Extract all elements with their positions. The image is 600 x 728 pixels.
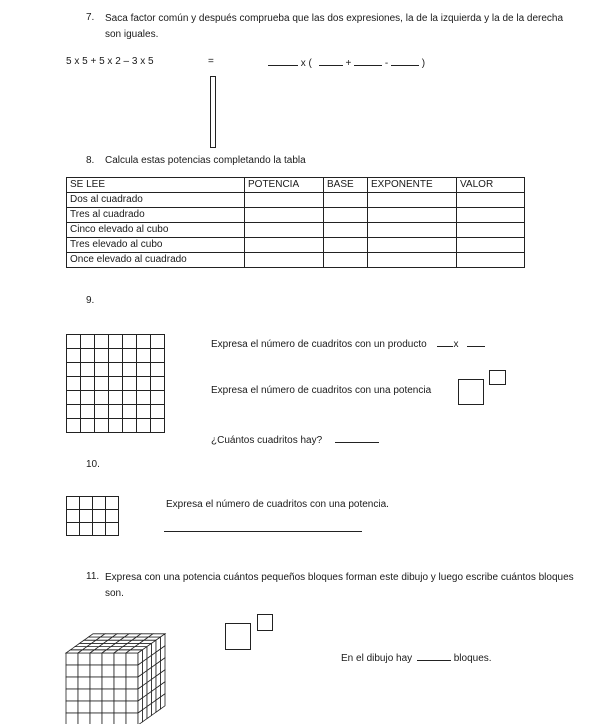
cube-front-block (78, 713, 90, 724)
grid-square (80, 523, 93, 536)
q7-answer-box[interactable] (210, 76, 216, 148)
grid-square (67, 335, 81, 349)
grid-square (123, 405, 137, 419)
grid-square (106, 510, 119, 523)
base-cell[interactable] (324, 208, 368, 223)
term1-blank[interactable] (319, 56, 343, 66)
q9-product-text: Expresa el número de cuadritos con un producto (211, 339, 427, 350)
cube-side-block (152, 700, 157, 715)
exponente-cell[interactable] (368, 193, 457, 208)
q11-answer-suffix: bloques. (453, 653, 492, 664)
header-valor: VALOR (457, 178, 525, 193)
header-base: BASE (324, 178, 368, 193)
q10-square-grid (66, 496, 120, 541)
grid-square (95, 377, 109, 391)
grid-square (67, 349, 81, 363)
cube-front-block (90, 665, 102, 677)
cube-front-block (78, 653, 90, 665)
grid-square (106, 497, 119, 510)
q9-count-text: ¿Cuántos cuadritos hay? (211, 435, 323, 446)
q9-exponent-box[interactable] (489, 370, 506, 385)
valor-cell[interactable] (457, 193, 525, 208)
q9-square-grid (66, 334, 166, 439)
grid-square (81, 349, 95, 363)
grid-square (137, 419, 151, 433)
cube-front-block (90, 689, 102, 701)
grid-square (93, 523, 106, 536)
q11-answer-line (341, 651, 492, 664)
grid-square (137, 391, 151, 405)
grid-square (151, 391, 165, 405)
row-label: Dos al cuadrado (67, 193, 245, 208)
cube-front-block (126, 665, 138, 677)
count-blank[interactable] (335, 433, 379, 443)
cube-front-block (102, 665, 114, 677)
term3-blank[interactable] (391, 56, 419, 66)
grid-square (95, 349, 109, 363)
potencia-cell[interactable] (245, 253, 324, 268)
cube-front-block (114, 677, 126, 689)
grid-square (151, 335, 165, 349)
grid-square (123, 419, 137, 433)
exponente-cell[interactable] (368, 238, 457, 253)
grid-square (81, 377, 95, 391)
grid-square (123, 391, 137, 405)
cube-front-block (90, 677, 102, 689)
grid-square (109, 363, 123, 377)
potencia-cell[interactable] (245, 223, 324, 238)
grid-square (137, 377, 151, 391)
grid-square (137, 335, 151, 349)
grid-square (81, 363, 95, 377)
cube-front-block (102, 689, 114, 701)
cube-front-block (126, 689, 138, 701)
grid-square (95, 363, 109, 377)
cube-front-block (90, 713, 102, 724)
cube-front-block (114, 713, 126, 724)
valor-cell[interactable] (457, 223, 525, 238)
q10-instructions: Expresa el número de cuadritos con una potencia. (166, 499, 389, 510)
grid-square (67, 405, 81, 419)
q7-plus: + (345, 58, 352, 69)
q7-instructions: Saca factor común y después comprueba que las dos expresiones, la de la izquierda y la de la derecha son iguales. (105, 13, 564, 40)
grid-square (151, 405, 165, 419)
grid-square (109, 335, 123, 349)
valor-cell[interactable] (457, 253, 525, 268)
grid-square (81, 335, 95, 349)
grid-square (109, 377, 123, 391)
cube-front-block (78, 665, 90, 677)
blocks-count-blank[interactable] (417, 651, 451, 661)
cube-front-block (114, 665, 126, 677)
grid-square (151, 363, 165, 377)
q9-product-line (211, 337, 485, 350)
grid-square (67, 497, 80, 510)
cube-front-block (126, 701, 138, 713)
grid-square (95, 335, 109, 349)
q7-number: 7. (86, 12, 95, 23)
exponente-cell[interactable] (368, 253, 457, 268)
q10-number: 10. (86, 459, 100, 470)
table-row (67, 193, 525, 208)
q7-minus: - (384, 58, 389, 69)
q11-answer-prefix: En el dibujo hay (341, 653, 413, 664)
cube-front-block (66, 701, 78, 713)
grid-square (151, 377, 165, 391)
cube-side-block (147, 703, 152, 718)
cube-front-block (114, 653, 126, 665)
cube-front-block (114, 689, 126, 701)
grid-square (93, 510, 106, 523)
q11-base-box[interactable] (225, 623, 251, 650)
cube-front-block (78, 689, 90, 701)
q11-number: 11. (86, 571, 100, 582)
base-cell[interactable] (324, 193, 368, 208)
cube-front-block (66, 665, 78, 677)
grid-square (109, 419, 123, 433)
powers-table (66, 177, 525, 268)
base-cell[interactable] (324, 253, 368, 268)
q7-factored-expression (268, 56, 425, 69)
header-se-lee: SE LEE (67, 178, 245, 193)
grid-square (67, 523, 80, 536)
grid-square (67, 419, 81, 433)
table-row (67, 253, 525, 268)
grid-square (81, 419, 95, 433)
grid-square (67, 363, 81, 377)
cube-side-block (143, 707, 148, 722)
q11-block-cube (63, 622, 168, 724)
grid-square (151, 419, 165, 433)
grid-square (137, 349, 151, 363)
base-cell[interactable] (324, 238, 368, 253)
cube-front-block (90, 701, 102, 713)
grid-square (123, 377, 137, 391)
grid-square (123, 349, 137, 363)
grid-square (137, 405, 151, 419)
q10-answer-line[interactable] (164, 531, 362, 532)
grid-square (80, 497, 93, 510)
cube-front-block (114, 701, 126, 713)
grid-square (93, 497, 106, 510)
q9-power-text: Expresa el número de cuadritos con una potencia (211, 385, 432, 396)
q8-instructions: Calcula estas potencias completando la tabla (105, 155, 306, 166)
cube-front-block (66, 677, 78, 689)
term2-blank[interactable] (354, 56, 382, 66)
cube-front-block (126, 677, 138, 689)
q11-instructions: Expresa con una potencia cuántos pequeños bloques forman este dibujo y luego escribe cuántos bloques son. (105, 572, 574, 599)
exponente-cell[interactable] (368, 223, 457, 238)
exponente-cell[interactable] (368, 208, 457, 223)
table-row (67, 223, 525, 238)
common-factor-blank[interactable] (268, 56, 298, 66)
grid-square (95, 405, 109, 419)
q9-base-box[interactable] (458, 379, 484, 405)
grid-square (67, 377, 81, 391)
base-cell[interactable] (324, 223, 368, 238)
cube-front-block (78, 677, 90, 689)
q7-x-paren: x ( (300, 58, 312, 69)
product-factor2-blank[interactable] (467, 337, 485, 347)
row-label: Tres elevado al cubo (67, 238, 245, 253)
cube-front-block (90, 653, 102, 665)
cube-front-block (66, 653, 78, 665)
cube-side-block (156, 697, 161, 712)
potencia-cell[interactable] (245, 208, 324, 223)
grid-square (67, 510, 80, 523)
valor-cell[interactable] (457, 238, 525, 253)
grid-square (80, 510, 93, 523)
grid-square (106, 523, 119, 536)
cube-side-block (161, 694, 166, 709)
cube-front-block (66, 689, 78, 701)
cube-front-block (78, 701, 90, 713)
grid-square (81, 405, 95, 419)
cube-front-block (126, 713, 138, 724)
q7-expression: 5 x 5 + 5 x 2 – 3 x 5 (66, 56, 154, 67)
row-label: Once elevado al cuadrado (67, 253, 245, 268)
product-factor1-blank[interactable] (437, 337, 453, 347)
cube-front-block (126, 653, 138, 665)
cube-front-block (66, 713, 78, 724)
potencia-cell[interactable] (245, 238, 324, 253)
header-exponente: EXPONENTE (368, 178, 457, 193)
q7-close-paren: ) (421, 58, 426, 69)
cube-front-block (102, 713, 114, 724)
q9-count-line (211, 433, 379, 446)
valor-cell[interactable] (457, 208, 525, 223)
grid-square (123, 363, 137, 377)
q11-exponent-box[interactable] (257, 614, 273, 631)
row-label: Tres al cuadrado (67, 208, 245, 223)
q9-product-x: x (453, 339, 459, 350)
grid-square (109, 349, 123, 363)
header-potencia: POTENCIA (245, 178, 324, 193)
cube-front-block (102, 653, 114, 665)
grid-square (95, 391, 109, 405)
grid-square (137, 363, 151, 377)
row-label: Cinco elevado al cubo (67, 223, 245, 238)
table-header-row (67, 178, 525, 193)
table-row (67, 208, 525, 223)
grid-square (81, 391, 95, 405)
grid-square (95, 419, 109, 433)
cube-front-block (102, 701, 114, 713)
potencia-cell[interactable] (245, 193, 324, 208)
table-row (67, 238, 525, 253)
q9-number: 9. (86, 295, 95, 306)
q7-equals: = (208, 56, 214, 67)
grid-square (109, 405, 123, 419)
grid-square (151, 349, 165, 363)
cube-front-block (102, 677, 114, 689)
grid-square (123, 335, 137, 349)
q8-number: 8. (86, 155, 95, 166)
grid-square (67, 391, 81, 405)
grid-square (109, 391, 123, 405)
